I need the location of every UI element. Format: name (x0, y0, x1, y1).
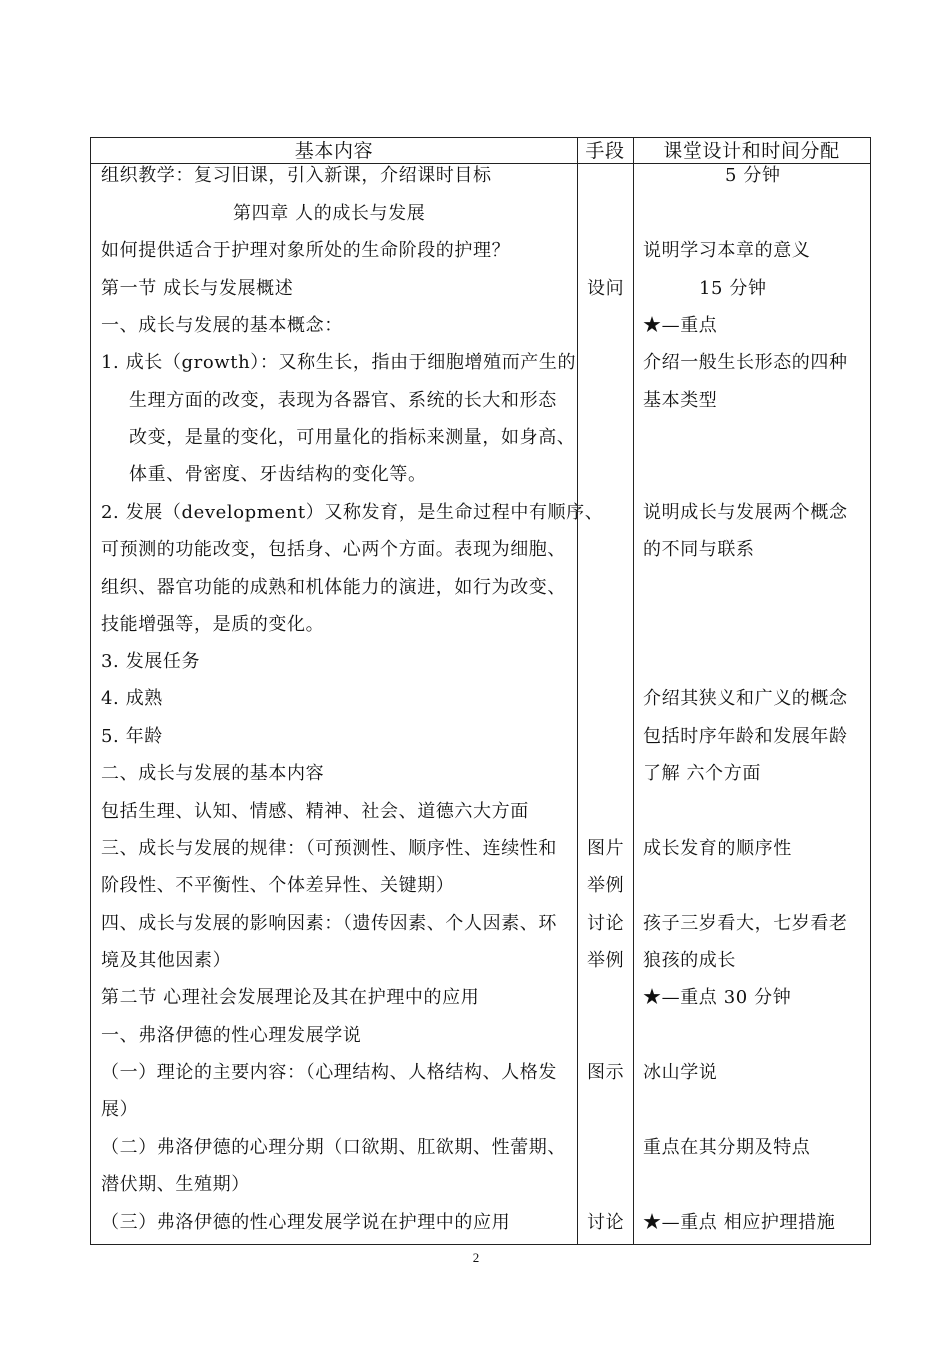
content-line: （一）理论的主要内容：（心理结构、人格结构、人格发 (101, 1062, 557, 1083)
design-note: 狼孩的成长 (643, 950, 736, 971)
design-note: 冰山学说 (643, 1062, 718, 1083)
column-divider (633, 138, 634, 1244)
content-line: 1. 成长（growth）：又称生长，指由于细胞增殖而产生的 (101, 352, 577, 373)
section-title: 第一节 成长与发展概述 (101, 278, 294, 299)
header-method: 手段 (585, 140, 625, 162)
design-time: 5 分钟 (725, 165, 781, 186)
design-note: ★—重点 相应护理措施 (643, 1212, 836, 1233)
design-time: 15 分钟 (699, 278, 767, 299)
content-line: 境及其他因素） (101, 950, 232, 971)
content-line: 如何提供适合于护理对象所处的生命阶段的护理？ (101, 240, 511, 261)
page-number: 2 (472, 1250, 480, 1265)
content-line: 可预测的功能改变，包括身、心两个方面。表现为细胞、 (101, 539, 566, 560)
content-line: 展） (101, 1099, 139, 1120)
content-line: 组织教学：复习旧课，引入新课，介绍课时目标 (101, 165, 492, 186)
column-divider (577, 138, 578, 1244)
header-basic-content: 基本内容 (294, 140, 374, 162)
content-line: 5. 年龄 (101, 726, 163, 747)
content-line: 三、成长与发展的规律：（可预测性、顺序性、连续性和 (101, 838, 557, 859)
design-note: 包括时序年龄和发展年龄 (643, 726, 848, 747)
design-note: 说明学习本章的意义 (643, 240, 811, 261)
content-line: （三）弗洛伊德的性心理发展学说在护理中的应用 (101, 1212, 511, 1233)
design-note: 了解 六个方面 (643, 763, 761, 784)
design-note: 的不同与联系 (643, 539, 755, 560)
design-note: 成长发育的顺序性 (643, 838, 792, 859)
design-note: ★—重点 30 分钟 (643, 987, 792, 1008)
content-line: 组织、器官功能的成熟和机体能力的演进，如行为改变、 (101, 577, 566, 598)
method-cell: 讨论 (587, 1212, 625, 1233)
method-cell: 举例 (587, 875, 625, 896)
content-line: 生理方面的改变，表现为各器官、系统的长大和形态 (129, 390, 557, 411)
design-note: 说明成长与发展两个概念 (643, 502, 848, 523)
method-cell: 图片 (587, 838, 625, 859)
method-cell: 举例 (587, 950, 625, 971)
design-note: 介绍其狭义和广义的概念 (643, 688, 848, 709)
content-line: 包括生理、认知、情感、精神、社会、道德六大方面 (101, 801, 529, 822)
content-line: 四、成长与发展的影响因素：（遗传因素、个人因素、环 (101, 913, 557, 934)
content-line: 一、成长与发展的基本概念： (101, 315, 343, 336)
content-line: 体重、骨密度、牙齿结构的变化等。 (129, 464, 427, 485)
design-note: 介绍一般生长形态的四种 (643, 352, 848, 373)
method-cell: 图示 (587, 1062, 625, 1083)
content-line: 一、弗洛伊德的性心理发展学说 (101, 1025, 362, 1046)
content-line: 4. 成熟 (101, 688, 163, 709)
lesson-plan-table (90, 137, 871, 1245)
content-line: （二）弗洛伊德的心理分期（口欲期、肛欲期、性蕾期、 (101, 1137, 566, 1158)
design-note: ★—重点 (643, 315, 718, 336)
content-line: 二、成长与发展的基本内容 (101, 763, 325, 784)
design-note: 重点在其分期及特点 (643, 1137, 811, 1158)
content-line: 3. 发展任务 (101, 651, 201, 672)
header-design-time: 课堂设计和时间分配 (663, 140, 840, 162)
content-line: 改变，是量的变化，可用量化的指标来测量，如身高、 (129, 427, 576, 448)
design-note: 孩子三岁看大，七岁看老 (643, 913, 848, 934)
content-line: 技能增强等，是质的变化。 (101, 614, 325, 635)
content-line: 潜伏期、生殖期） (101, 1174, 250, 1195)
chapter-title: 第四章 人的成长与发展 (233, 203, 426, 224)
content-line: 阶段性、不平衡性、个体差异性、关键期） (101, 875, 455, 896)
section-title: 第二节 心理社会发展理论及其在护理中的应用 (101, 987, 480, 1008)
content-line: 2. 发展（development）又称发育，是生命过程中有顺序、 (101, 502, 604, 523)
method-cell: 讨论 (587, 913, 625, 934)
design-note: 基本类型 (643, 390, 718, 411)
method-cell: 设问 (587, 278, 625, 299)
